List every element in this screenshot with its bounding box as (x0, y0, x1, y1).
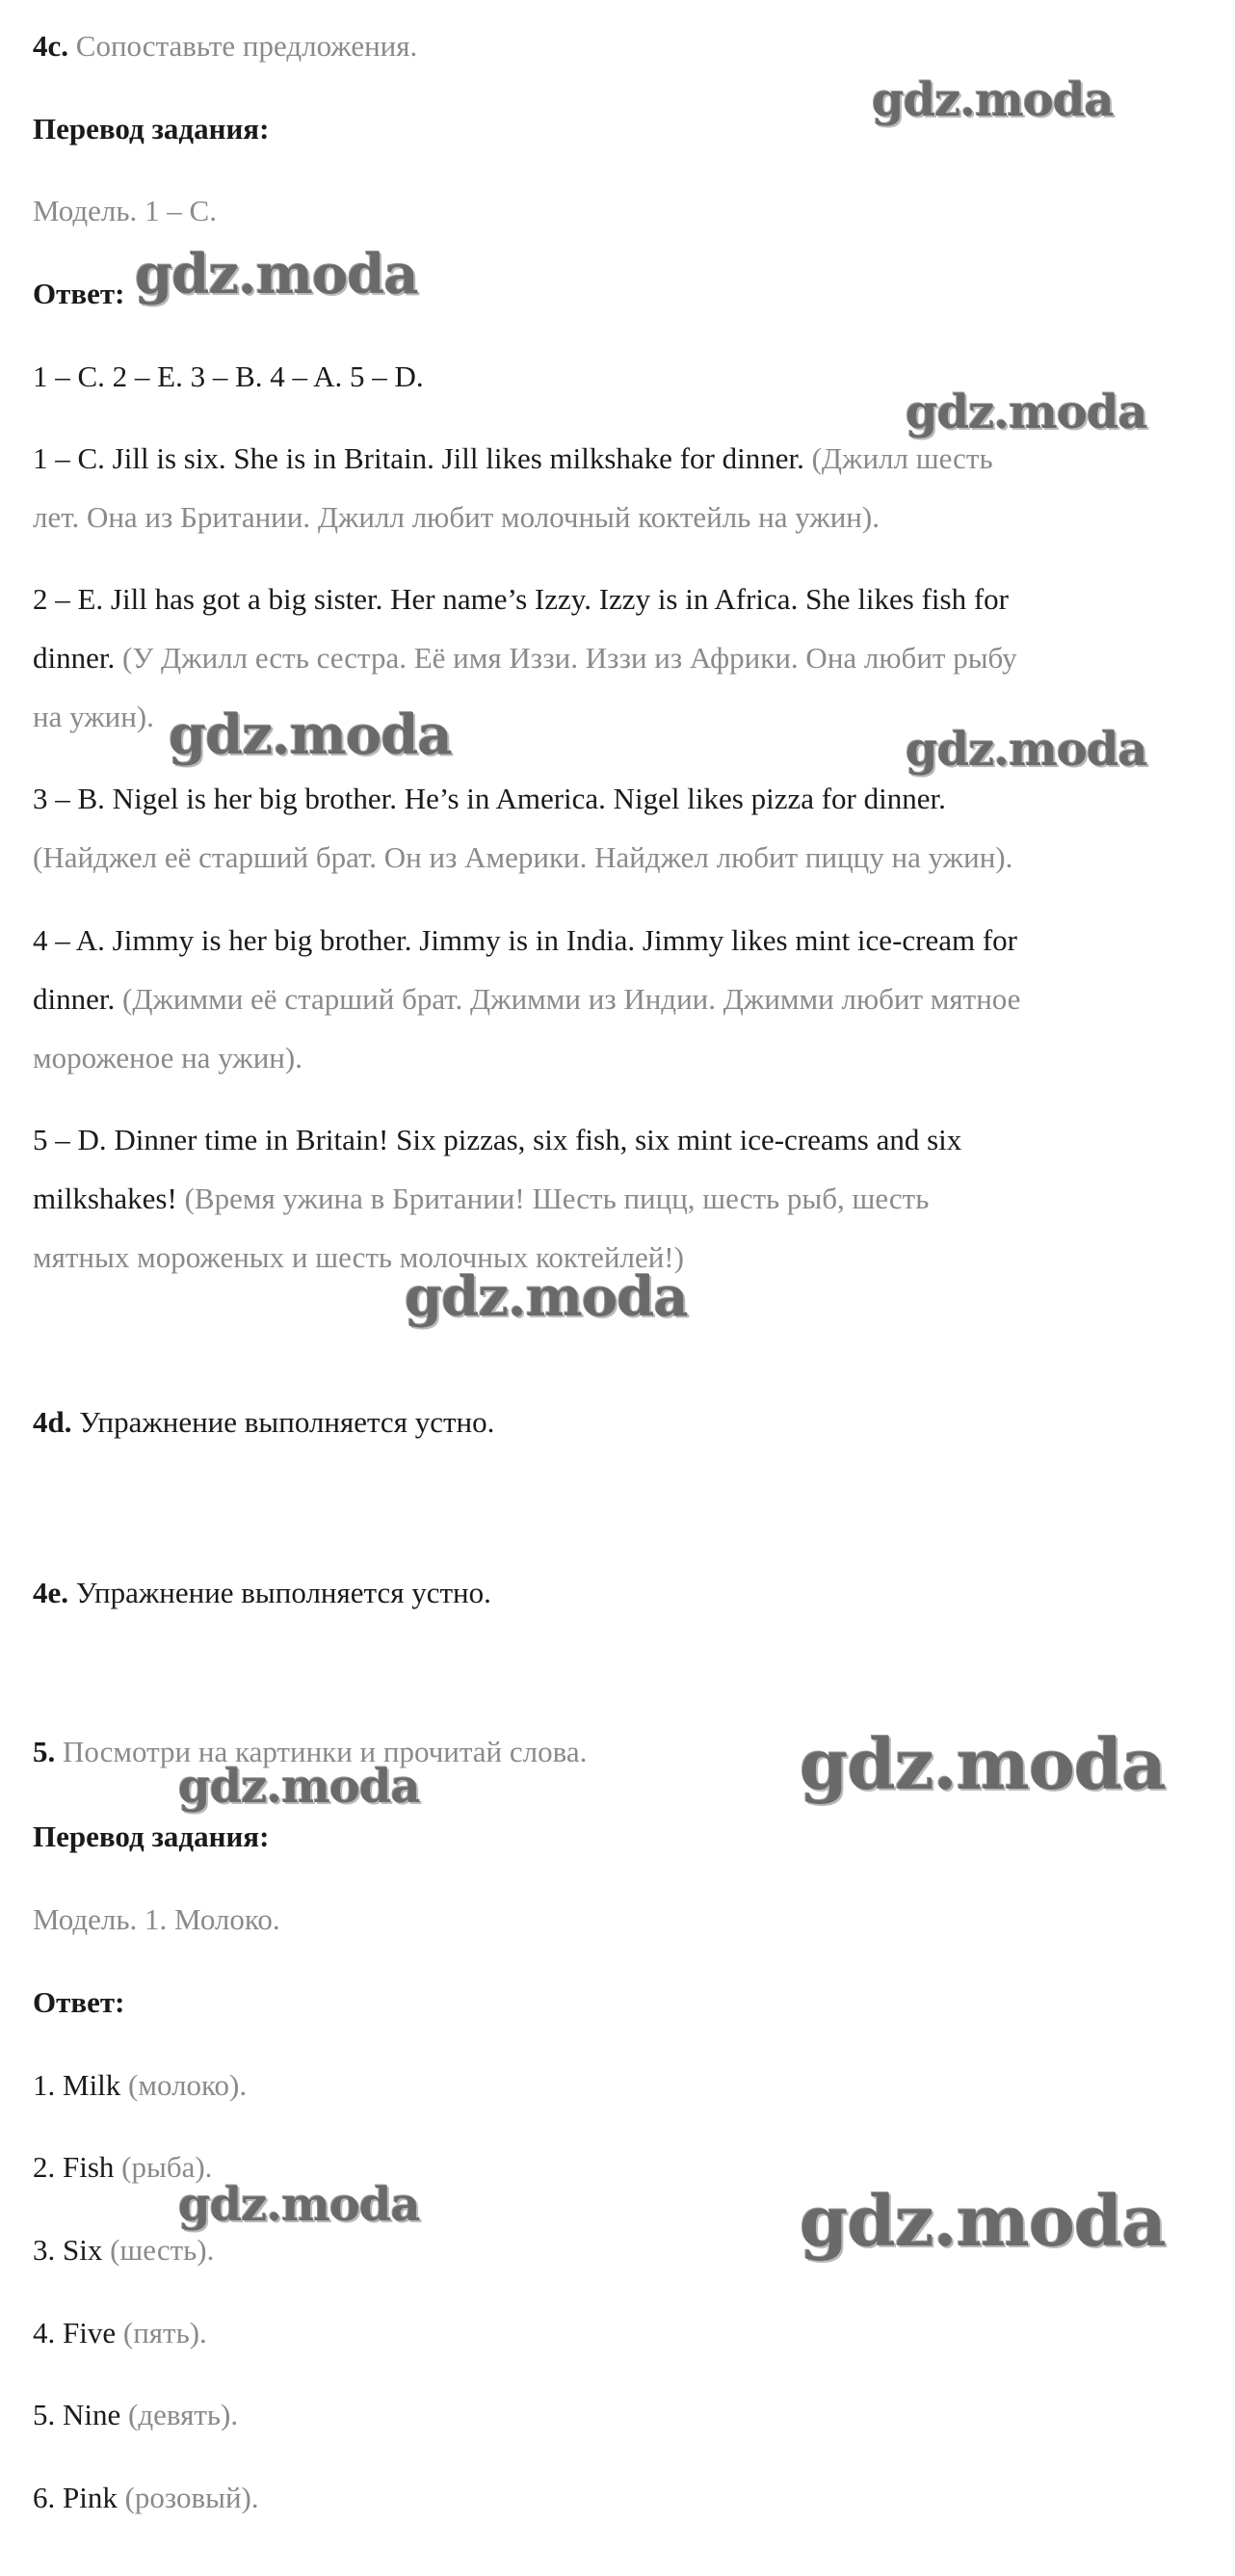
ex4c-summary: 1 – C. 2 – E. 3 – B. 4 – A. 5 – D. (33, 359, 424, 393)
ex4c-item-4-line-2 (33, 984, 1020, 1014)
ex4c-heading (33, 31, 417, 61)
ex5-item-1-en: 1. Milk (33, 2068, 121, 2102)
ex4c-item-1-line-1 (33, 443, 993, 473)
ex4c-item-3-line-1: 3 – B. Nigel is her big brother. He’s in America. Nigel likes pizza for dinner. (33, 782, 946, 815)
ex4e-text: Упражнение выполняется устно. (75, 1576, 491, 1609)
ex4c-item-4-line-3: мороженое на ужин). (33, 1041, 302, 1075)
watermark: gdz.moda (872, 73, 1114, 127)
ex4e-number: 4e. (33, 1576, 69, 1609)
ex5-translation-label: Перевод задания: (33, 1819, 270, 1853)
ex4c-title: Сопоставьте предложения. (75, 29, 418, 63)
ex5-item-5-ru: (девять). (128, 2398, 239, 2431)
ex4c-item-2-en: dinner. (33, 641, 116, 675)
ex4c-item-3-line-2: (Найджел её старший брат. Он из Америки. Найджел любит пиццу на ужин). (33, 840, 1013, 874)
ex4d-text: Упражнение выполняется устно. (79, 1405, 495, 1439)
ex5-item-5 (33, 2400, 238, 2430)
watermark: gdz.moda (800, 1723, 1166, 1805)
ex4c-item-1-en: 1 – C. Jill is six. She is in Britain. Jill likes milkshake for dinner. (33, 441, 804, 475)
watermark: gdz.moda (178, 1760, 420, 1814)
ex5-item-6-ru: (розовый). (124, 2481, 259, 2514)
ex4d-heading (33, 1407, 494, 1437)
ex5-item-4-en: 4. Five (33, 2316, 117, 2350)
ex4c-item-2-line-3: на ужин). (33, 700, 154, 733)
ex4c-number: 4c. (33, 29, 69, 63)
ex4c-item-4-line-1: 4 – A. Jimmy is her big brother. Jimmy is in India. Jimmy likes mint ice-cream for (33, 923, 1018, 957)
ex4c-item-4-en: dinner. (33, 982, 116, 1016)
ex5-item-4-ru: (пять). (122, 2316, 207, 2350)
ex4c-item-1-ru: (Джилл шесть (811, 441, 993, 475)
watermark: gdz.moda (178, 2178, 420, 2232)
ex4d-number: 4d. (33, 1405, 72, 1439)
watermark: gdz.moda (906, 723, 1147, 777)
ex4c-item-4-ru: (Джимми её старший брат. Джимми из Индии. Джимми любит мятное (122, 982, 1021, 1016)
ex5-item-2-en: 2. Fish (33, 2150, 115, 2184)
ex4e-heading (33, 1578, 491, 1607)
ex4c-item-2-line-2 (33, 643, 1017, 673)
watermark: gdz.moda (405, 1265, 688, 1329)
ex5-model: Модель. 1. Молоко. (33, 1902, 280, 1936)
watermark: gdz.moda (800, 2180, 1166, 2262)
ex4c-item-5-line-3: мятных мороженых и шесть молочных коктейлей!) (33, 1240, 684, 1274)
ex5-answer-label: Ответ: (33, 1985, 125, 2019)
ex5-item-5-en: 5. Nine (33, 2398, 121, 2431)
ex4c-item-5-en: milkshakes! (33, 1182, 177, 1215)
watermark: gdz.moda (169, 704, 452, 767)
ex4c-item-5-ru: (Время ужина в Британии! Шесть пицц, шесть рыб, шесть (184, 1182, 930, 1215)
watermark: gdz.moda (135, 243, 418, 306)
ex5-item-2-ru: (рыба). (121, 2150, 213, 2184)
ex5-item-4 (33, 2318, 207, 2348)
ex4c-answer-label: Ответ: (33, 277, 125, 310)
ex4c-item-2-ru: (У Джилл есть сестра. Её имя Иззи. Иззи из Африки. Она любит рыбу (122, 641, 1017, 675)
ex4c-model: Модель. 1 – C. (33, 194, 217, 227)
ex5-item-3 (33, 2235, 214, 2265)
ex5-number: 5. (33, 1735, 56, 1768)
ex5-item-3-en: 3. Six (33, 2233, 103, 2267)
ex5-item-3-ru: (шесть). (110, 2233, 215, 2267)
ex4c-item-5-line-1: 5 – D. Dinner time in Britain! Six pizzas, six fish, six mint ice-creams and six (33, 1123, 962, 1156)
ex5-item-6 (33, 2483, 259, 2512)
ex4c-translation-label: Перевод задания: (33, 112, 270, 146)
ex5-item-6-en: 6. Pink (33, 2481, 118, 2514)
ex4c-item-2-line-1: 2 – E. Jill has got a big sister. Her name’s Izzy. Izzy is in Africa. She likes fish for (33, 582, 1010, 616)
ex5-item-1 (33, 2070, 247, 2100)
ex5-item-1-ru: (молоко). (128, 2068, 248, 2102)
ex5-title: Посмотри на картинки и прочитай слова. (63, 1735, 588, 1768)
ex4c-item-1-line-2: лет. Она из Британии. Джилл любит молочный коктейль на ужин). (33, 500, 880, 534)
watermark: gdz.moda (906, 385, 1147, 439)
ex4c-item-5-line-2 (33, 1183, 929, 1213)
